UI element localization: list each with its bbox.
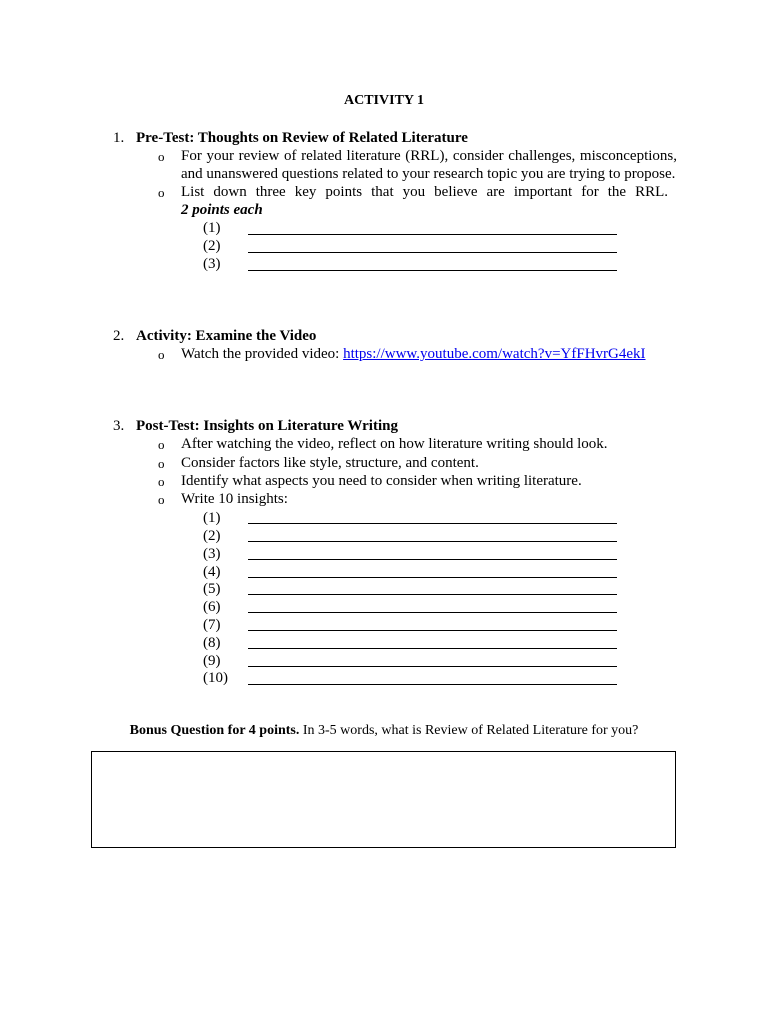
section3-bullet3-text: Identify what aspects you need to consider when writing literature. bbox=[181, 473, 582, 489]
insight-label-2: (2) bbox=[203, 528, 221, 544]
insight-label-5: (5) bbox=[203, 581, 221, 597]
answer-label-1: (1) bbox=[203, 220, 221, 236]
section2-bullet1 bbox=[181, 345, 646, 363]
section3-bullet2-marker: o bbox=[158, 456, 165, 471]
section3-number: 3. bbox=[113, 418, 125, 434]
insight-line-6[interactable] bbox=[248, 612, 617, 613]
section1-heading: Pre-Test: Thoughts on Review of Related Literature bbox=[136, 130, 468, 146]
answer-label-3: (3) bbox=[203, 256, 221, 272]
answer-label-2: (2) bbox=[203, 238, 221, 254]
bonus-answer-box[interactable] bbox=[91, 751, 676, 848]
page-title: ACTIVITY 1 bbox=[344, 93, 424, 108]
section1-number: 1. bbox=[113, 130, 125, 146]
insight-label-10: (10) bbox=[203, 670, 228, 686]
insight-label-9: (9) bbox=[203, 653, 221, 669]
insight-line-1[interactable] bbox=[248, 523, 617, 524]
insight-line-5[interactable] bbox=[248, 594, 617, 595]
section3-bullet1-marker: o bbox=[158, 437, 165, 452]
section1-bullet2-text: List down three key points that you believe are important for the RRL. bbox=[181, 184, 668, 200]
section2-bullet1-marker: o bbox=[158, 347, 165, 362]
answer-line-1[interactable] bbox=[248, 234, 617, 235]
section3-heading: Post-Test: Insights on Literature Writing bbox=[136, 418, 398, 434]
insight-line-9[interactable] bbox=[248, 666, 617, 667]
insight-label-8: (8) bbox=[203, 635, 221, 651]
insight-line-10[interactable] bbox=[248, 684, 617, 685]
section2-number: 2. bbox=[113, 328, 125, 344]
section3-bullet4-text: Write 10 insights: bbox=[181, 491, 288, 507]
watch-video-prefix: Watch the provided video: bbox=[181, 346, 344, 362]
points-note: 2 points each bbox=[181, 202, 263, 218]
section3-bullet4-marker: o bbox=[158, 492, 165, 507]
answer-line-3[interactable] bbox=[248, 270, 617, 271]
insight-line-7[interactable] bbox=[248, 630, 617, 631]
section1-bullet2-marker: o bbox=[158, 185, 165, 200]
bonus-question-bold: Bonus Question for 4 points. bbox=[129, 723, 300, 738]
video-link[interactable]: https://www.youtube.com/watch?v=YfFHvrG4ekI bbox=[343, 346, 646, 362]
bonus-question bbox=[0, 722, 768, 740]
answer-line-2[interactable] bbox=[248, 252, 617, 253]
insight-label-4: (4) bbox=[203, 564, 221, 580]
insight-label-1: (1) bbox=[203, 510, 221, 526]
insight-label-6: (6) bbox=[203, 599, 221, 615]
insight-line-3[interactable] bbox=[248, 559, 617, 560]
section3-bullet2-text: Consider factors like style, structure, and content. bbox=[181, 455, 479, 471]
bonus-question-text: In 3-5 words, what is Review of Related Literature for you? bbox=[299, 723, 639, 738]
section1-bullet1-text: For your review of related literature (RRL), consider challenges, misconceptions, and unanswered questions related to your research topic you are trying to propose. bbox=[181, 148, 677, 182]
section3-bullet3-marker: o bbox=[158, 474, 165, 489]
section2-heading: Activity: Examine the Video bbox=[136, 328, 317, 344]
insight-label-7: (7) bbox=[203, 617, 221, 633]
section3-bullet1-text: After watching the video, reflect on how literature writing should look. bbox=[181, 436, 608, 452]
insight-line-2[interactable] bbox=[248, 541, 617, 542]
insight-line-8[interactable] bbox=[248, 648, 617, 649]
insight-line-4[interactable] bbox=[248, 577, 617, 578]
insight-label-3: (3) bbox=[203, 546, 221, 562]
section1-bullet1-marker: o bbox=[158, 149, 165, 164]
